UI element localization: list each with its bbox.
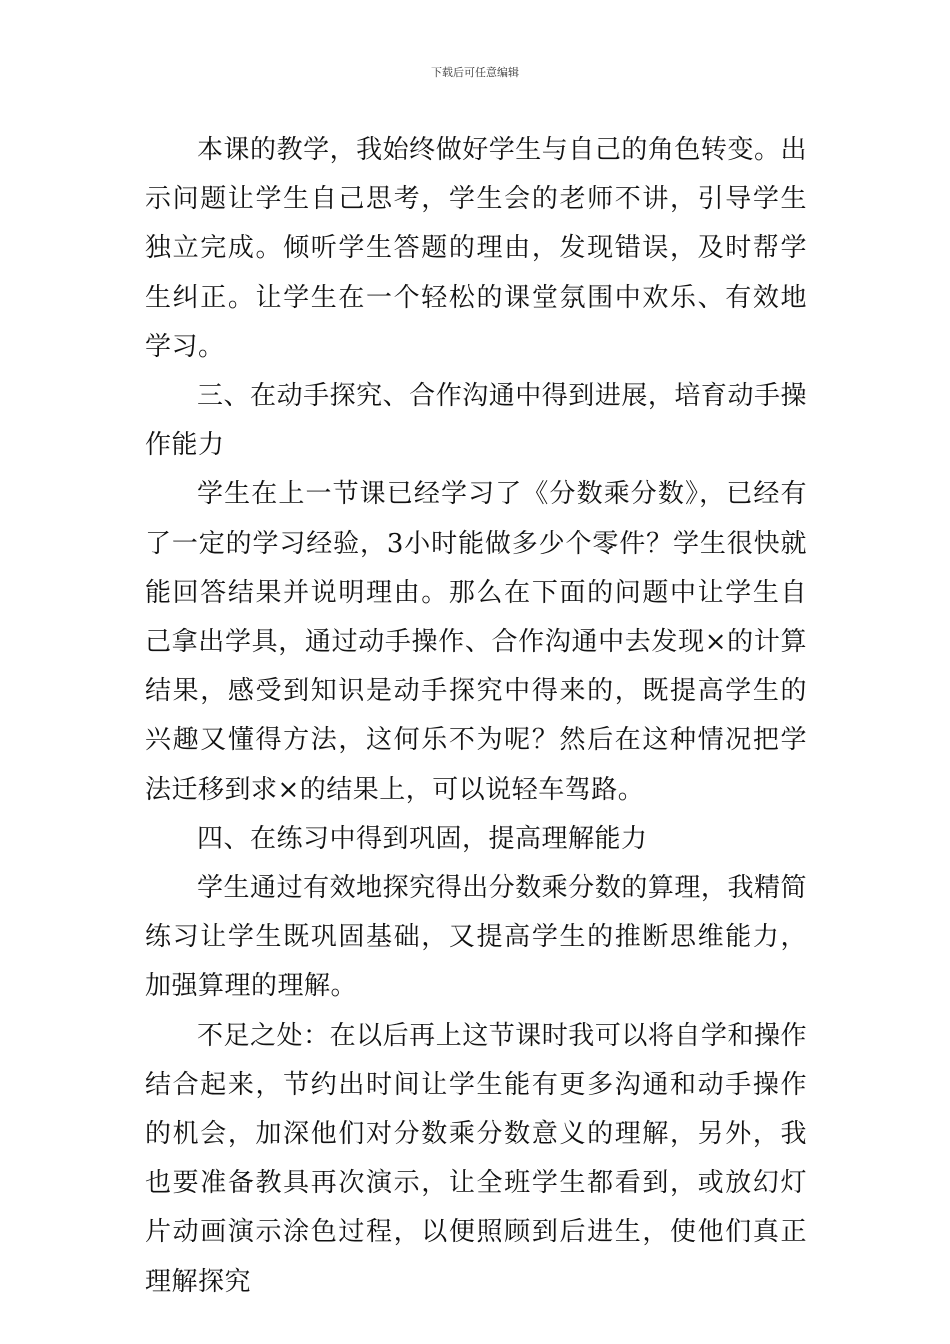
paragraph-practice: 学生通过有效地探究得出分数乘分数的算理，我精简练习让学生既巩固基础，又提高学生的推断思维能力，加强算理的理解。: [145, 873, 807, 1002]
section-heading-three: 三、在动手探究、合作沟通中得到进展，培育动手操作能力: [145, 381, 807, 461]
paragraph-shortcomings: 不足之处：在以后再上这节课时我可以将自学和操作结合起来，节约出时间让学生能有更多沟通和动手操作的机会，加深他们对分数乘分数意义的理解，另外，我也要准备教具再次演示，让全班学生都看到，或放幻灯片动画演示涂色过程，以便照顾到后进生，使他们真正理解探究: [145, 1020, 807, 1297]
section-heading-four: 四、在练习中得到巩固，提高理解能力: [197, 823, 648, 854]
document-body: [145, 126, 807, 1307]
page-header-note: 下载后可任意编辑: [431, 66, 519, 79]
paragraph-hands-on: 学生在上一节课已经学习了《分数乘分数》，已经有了一定的学习经验，3小时能做多少个零件？学生很快就能回答结果并说明理由。那么在下面的问题中让学生自己拿出学具，通过动手操作、合作沟通中去发现×的计算结果，感受到知识是动手探究中得来的，既提高学生的兴趣又懂得方法，这何乐不为呢？然后在这种情况把学法迁移到求×的结果上，可以说轻车驾路。: [145, 479, 807, 805]
paragraph-teaching-role: 本课的教学，我始终做好学生与自己的角色转变。出示问题让学生自己思考，学生会的老师不讲，引导学生独立完成。倾听学生答题的理由，发现错误，及时帮学生纠正。让学生在一个轻松的课堂氛围中欢乐、有效地学习。: [145, 135, 807, 362]
